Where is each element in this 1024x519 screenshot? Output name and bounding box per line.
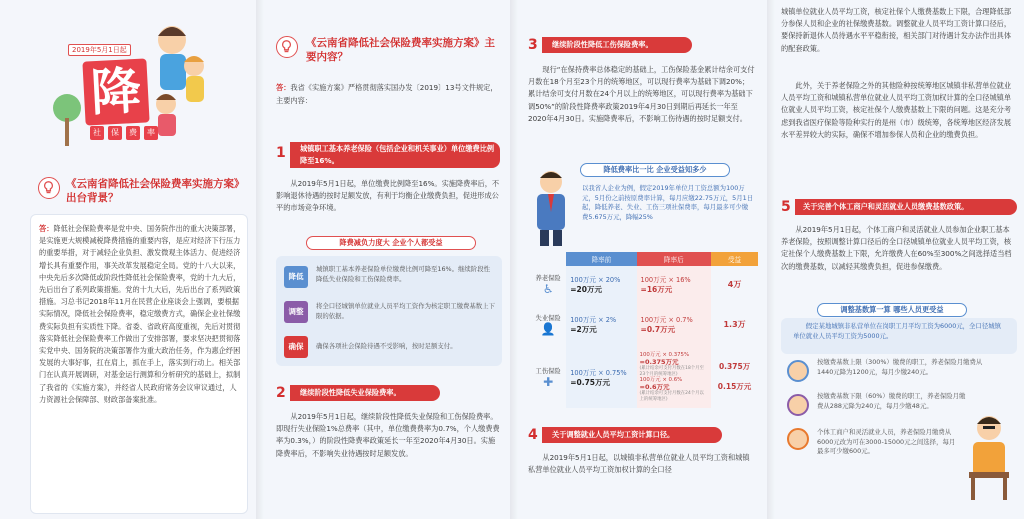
cell-value: 100万元 × 2% xyxy=(570,315,617,324)
cell-value: 100万元 × 20% xyxy=(570,275,621,284)
cell-note: (累计结余可支付月数在24个月以上的统筹地区) xyxy=(639,391,704,402)
injury-icon: ✚ xyxy=(543,374,554,389)
cell-value: =0.375万元 xyxy=(639,358,679,366)
table-row xyxy=(530,346,758,408)
sub-char: 费 xyxy=(126,126,140,140)
table-head-cell: 降率前 xyxy=(566,252,636,266)
badge-reduce: 降低 xyxy=(284,266,308,288)
highlight-pill: 降费减负力度大 企业个人都受益 xyxy=(306,236,476,250)
section-number: 5 xyxy=(781,199,791,215)
answer-text: 降低社会保险费率是党中央、国务院作出的重大决策部署，是实施更大规模减税降费措施的重要内容，是应对经济下行压力的重要举措，对于减轻企业负担、激发微观主体活力、促进经济增长具有重要作用，事关改革发展稳定全局。党的十八大以来，中央先后多次降低或阶段性降低社会保险费率，党的十九大后，先后出台了系列政策措施。党的十九大后，先后出台了系列政策措施。习总书记2018年11月在民营企业座谈会上强调，要根据实际情况，降低社会保险费率，稳定缴费方式，确保企业社保缴费实际负担有实质性下降。省委、省政府高度重视，先后对贯彻落实降低社会保险费率工作做出了安排部署，要求坚决把贯彻落实党中央、国务院的决策部署作为重大政治任务，作为惠企纾困发展的大事好事，扛在肩上，抓在手上，落实到行动上。相关部门在认真开展调研，对基金运行测算和分析研究的基础上，拟制了我省的《实施方案》，并经省人民政府常务会议审议通过，人力资源社会保障部、财政部备案批准。 xyxy=(39,224,241,404)
cell-value: =0.7万元 xyxy=(640,324,676,334)
list-item: 个体工商户和灵活就业人员，养老保险月缴费从6000元改为可在3000-15000元之间选择，每月最多可少缴600元。 xyxy=(817,428,956,455)
panel-background xyxy=(256,0,510,519)
question-icon xyxy=(38,177,60,199)
section-text: 从2019年5月1日起，单位缴费比例降至16%。实施降费率后，不影响退休待遇的按时足额发放，有利于均衡企业缴费负担，促进形成公平的市场竞争环境。 xyxy=(276,179,500,213)
comparison-table xyxy=(530,252,758,408)
panel-background xyxy=(0,0,256,519)
benefit-value: 1.3万 xyxy=(723,319,746,329)
table-header xyxy=(530,252,758,266)
fold-shadow xyxy=(510,0,518,519)
section-bar: 城镇职工基本养老保险（包括企业和机关事业）单位缴费比例降至16%。 xyxy=(290,142,500,168)
table-head-cell xyxy=(530,252,566,266)
table-head-cell: 降率后 xyxy=(637,252,712,266)
panel-background xyxy=(767,0,1024,519)
sub-char: 保 xyxy=(108,126,122,140)
answer-block xyxy=(276,82,500,107)
answer-label: 答： xyxy=(39,224,54,233)
answer-box xyxy=(30,214,248,514)
fold-shadow xyxy=(767,0,775,519)
section-bar: 继续阶段性降低失业保险费率。 xyxy=(290,385,440,401)
worker-avatar xyxy=(787,428,809,450)
section-bar: 继续阶段性降低工伤保险费率。 xyxy=(542,37,692,53)
section-text: 从2019年5月1日起，个体工商户和灵活就业人员参加企业职工基本养老保险，按照调整计算口径后的全口径城镇单位就业人员平均工资，核定社保个人缴费基数上下限，允许缴费人在60%至300%之间选择适当档次的缴费基数，以减轻其缴费负担，促进参保缴费。 xyxy=(781,225,1012,271)
fold-shadow xyxy=(256,0,264,519)
list-item: 按缴费基数下限（60%）缴费的职工，养老保险月缴费从288元降为240元，每月少缴48元。 xyxy=(817,392,966,410)
example-text: 假定某地城镇非私营单位在岗职工月平均工资为6000元，全口径城镇单位就业人员平均工资为5000元。 xyxy=(793,322,1001,340)
pension-icon: ♿ xyxy=(542,281,554,296)
tree-illustration xyxy=(52,88,82,148)
section-text: 此外，关于养老保险之外的其他险种按统筹地区城镇非私营单位就业人员平均工资和城镇私营单位就业人员平均工资加权计算的全口径城镇单位就业人员平均工资，核定社保个人缴费基数上下限的问题。这是充分考虑到我省医疗保险等险种实行的是州（市）级统筹，各统筹地区经济发展水平差异较大的实际，确保不增加参保人员和企业的缴费负担。 xyxy=(781,81,1012,139)
question-title: 《云南省降低社会保险费率实施方案》出台背景？ xyxy=(66,178,245,204)
cell-value: =16万元 xyxy=(640,284,673,294)
section-text: 从2019年5月1日起，继续阶段性降低失业保险和工伤保险费率。即现行失业保险1%总费率（其中，单位缴费费率为0.7%，个人缴费费率为0.3%，）的阶段性降费率政策延长一年至2020年4月30日。实施降费率后，不影响失业待遇按时足额发放。 xyxy=(276,412,500,458)
section-bar: 关于调整就业人员平均工资计算口径。 xyxy=(542,427,722,443)
section-number: 1 xyxy=(276,145,286,161)
measures-box xyxy=(276,256,502,366)
row-label: 工伤保险 xyxy=(535,367,561,375)
section-number: 3 xyxy=(528,37,538,53)
big-character: 降 xyxy=(82,58,149,125)
answer-label: 答： xyxy=(276,83,291,92)
section-number: 2 xyxy=(276,385,286,401)
example-text: 以我省人企业为例，假定2019年单位月工资总额为100万元，5月份之前按原费率计算，每月应缴22.75万元，5月1日起，降低养老、失业、工伤三项社保费率，每月最多可少缴费5.675万元，降幅25% xyxy=(582,184,754,221)
cell-value: 100万元 × 0.6% xyxy=(639,377,683,383)
cell-value: =2万元 xyxy=(570,324,597,334)
answer-text: 我省《实施方案》严格贯彻落实国办发〔2019〕13号文件规定，主要内容： xyxy=(276,83,498,105)
table-head-cell: 受益 xyxy=(711,252,758,266)
example-title: 降低费率比一比 企业受益知多少 xyxy=(580,163,730,177)
question-icon xyxy=(276,36,298,58)
question-title: 《云南省降低社会保险费率实施方案》主要内容？ xyxy=(306,37,495,63)
measure-text: 将全口径城镇单位就业人员平均工资作为核定职工缴费基数上下限的依据。 xyxy=(316,302,495,320)
measure-text: 确保各项社会保险待遇不受影响，按时足额支付。 xyxy=(316,342,457,350)
benefit-value: 0.375万 xyxy=(718,362,751,371)
worker-illustration xyxy=(963,412,1019,502)
cell-value: 100万元 × 0.375% xyxy=(639,352,690,358)
badge-adjust: 调整 xyxy=(284,301,308,323)
example-box xyxy=(781,318,1017,354)
highlight-pill: 调整基数算一算 哪些人员更受益 xyxy=(817,303,967,317)
benefit-value: 4万 xyxy=(727,279,742,289)
badge-ensure: 确保 xyxy=(284,336,308,358)
measure-text: 城镇职工基本养老保险单位缴费比例可降至16%。继续阶段性降低失业保险和工伤保险费率。 xyxy=(316,265,490,283)
cell-value: =20万元 xyxy=(570,284,602,294)
section-number: 4 xyxy=(528,427,538,443)
cell-value: 100万元 × 16% xyxy=(640,275,691,284)
cell-value: =0.75万元 xyxy=(570,377,611,387)
table-row xyxy=(530,266,758,302)
benefit-value: 0.15万元 xyxy=(717,382,752,391)
family-illustration xyxy=(142,18,212,138)
worker-avatar xyxy=(787,360,809,382)
row-label: 养老保险 xyxy=(535,274,561,282)
section-text: 现行“在保持费率总体稳定的基础上，工伤保险基金累计结余可支付月数在18个月至23个月的统筹地区，可以现行费率为基础下调20%；累计结余可支付月数在24个月以上的统筹地区，可以现行费率为基础下调50%”的阶段性降费率政策2019年4月30日到期后再延长一年至2020年4月30日。实施降费率后，不影响工伤待遇的按时足额支付。 xyxy=(528,65,755,123)
cell-value: 100万元 × 0.75% xyxy=(570,368,627,377)
cell-value: =0.6万元 xyxy=(639,383,670,391)
row-label: 失业保险 xyxy=(535,314,561,322)
cell-note: (累计结余可支付月数在18个月至23个月的统筹地区) xyxy=(639,366,704,377)
businessman-illustration xyxy=(526,168,576,248)
table-row xyxy=(530,302,758,346)
panel-background xyxy=(510,0,767,519)
worker-avatar xyxy=(787,394,809,416)
cell-value: 100万元 × 0.7% xyxy=(640,315,693,324)
sub-char: 社 xyxy=(90,126,104,140)
date-label: 2019年5月1日起 xyxy=(68,44,131,56)
sub-char: 率 xyxy=(144,126,158,140)
section-bar: 关于完善个体工商户和灵活就业人员缴费基数政策。 xyxy=(795,199,1017,215)
section-text: 从2019年5月1日起，以城镇非私营单位就业人员平均工资和城镇私营单位就业人员平均工资加权计算的全口径 xyxy=(528,453,750,475)
unemployment-icon: 👤 xyxy=(540,321,556,336)
section-text: 城镇单位就业人员平均工资，核定社保个人缴费基数上下限，合理降低部分参保人员和企业的社保缴费基数。调整就业人员平均工资计算口径后，要保持新退休人员待遇水平平稳衔接，相关部门对待遇计发办法作出具体的配套政策。 xyxy=(781,7,1012,53)
header-illustration xyxy=(62,8,202,163)
list-item: 按缴费基数上限（300%）缴费的职工，养老保险月缴费从1440元降为1200元，每月少缴240元。 xyxy=(817,358,983,376)
